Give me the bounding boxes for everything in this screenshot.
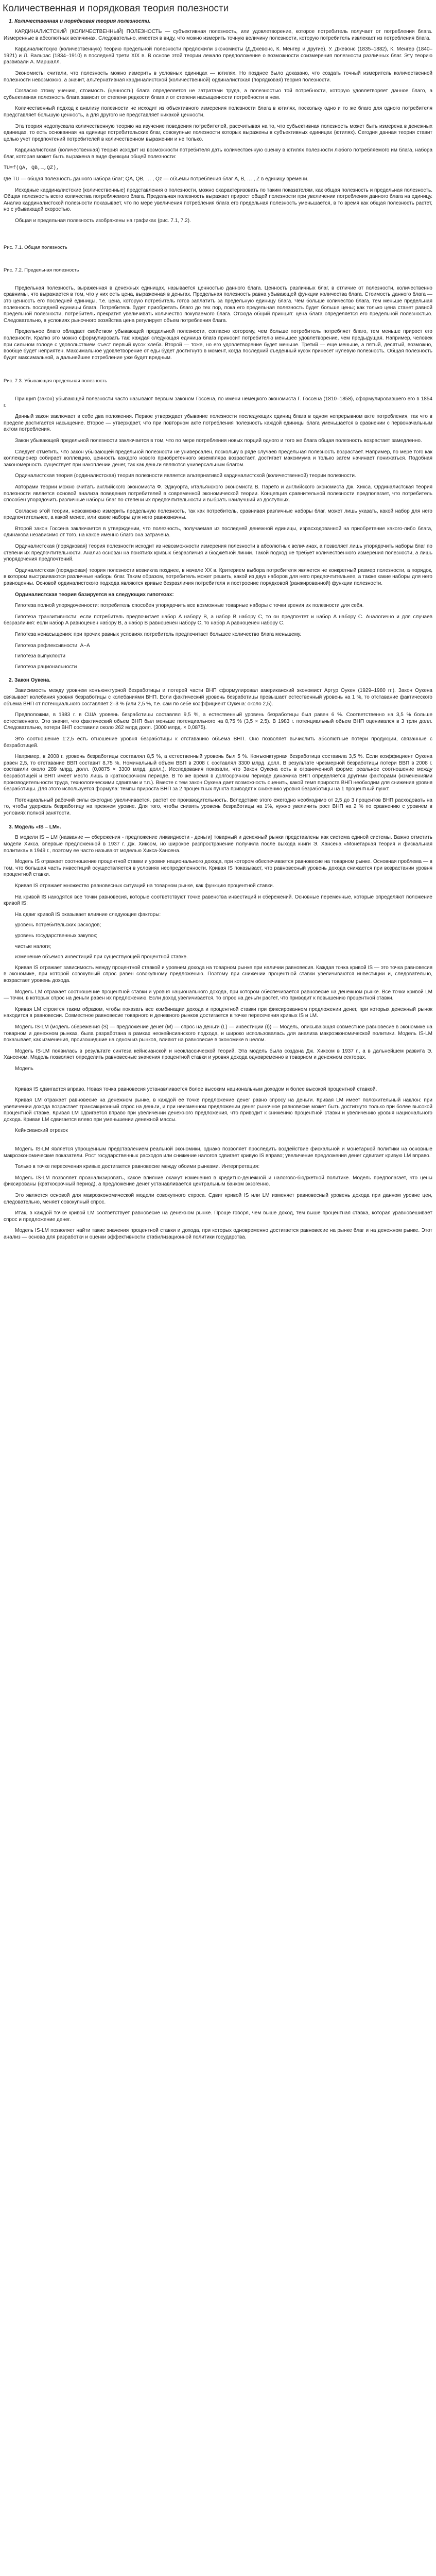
paragraph: Данный закон заключает в себе два положения. Первое утверждает убывание полезности последующих единиц блага в одном непрерывном акте потребления, так что в пределе достигается насыщение. Второе — утверждает, что при повторном акте потребления полезность каждой единицы блага уменьшается в сравнении с первоначальным актом потребления. (4, 414, 432, 433)
paragraph: Закон убывающей предельной полезности заключается в том, что по мере потребления новых порций одного и того же блага общая полезность возрастает замедленно. (15, 437, 422, 444)
section-1 (0, 15, 436, 670)
paragraph: Кардиналистская (количественная) теория исходит из возможности потребителя дать количественную оценку в ютилях полезности любого потребляемого им блага, набора благ, которая может быть выражена в виде функции общей полезности: (4, 147, 432, 160)
paragraph: Кривая IS отражает множество равновесных ситуаций на товарном рынке, как функцию процентной ставки. (15, 883, 274, 889)
paragraph: Ординалистская (порядковая) теория полезности возникла позднее, в начале XX в. Критерием выбора потребителя является не конкретный размер полезности, а порядок, в котором выстраиваются различные наборы благ. Таким образом, потребитель может решить, какой из двух наборов для него предпочтительнее, а также какие наборы для него равноценны. Основой ординалистского подхода являются кривые безразличия потребителя и построение порядковой (ранжированной) функции полезности. (4, 567, 432, 587)
list-item: чистые налоги; (15, 943, 51, 950)
paragraph: Это соотношение 1:2,5 есть отношение уровня безработицы к отставанию объема ВНП. Оно позволяет вычислить абсолютные потери продукции, связанные с безработицей. (4, 736, 432, 749)
paragraph: Ординалистская теория (ординалистская) теория полезности является альтернативой кардиналистской (количественной) теории полезности. (15, 473, 356, 479)
hypothesis: Гипотеза рациональности (15, 664, 77, 670)
paragraph: Авторами теории можно считать английского экономиста Ф. Эджуорта, итальянского экономиста В. Парето и английского экономиста Дж. Хикса. Ординалистская теория полезности является основой анализа поведения потребителей в современной экономической теории. Концепция сравнительной полезности предполагает, что потребитель способен упорядочить различные наборы благ по степени их предпочтительности и выбрать наилучший из доступных. (4, 484, 432, 503)
paragraph: Модель IS-LM (модель сбережения (S) — предложение денег (M) — спрос на деньги (L) — инвестиции (I)) — Модель, описывающая совместное равновесие в экономике на товарном и денежном рынках, была разработана в рамках неокейнсианского подхода, и широко использовалась для анализа макроэкономической политики. Модель IS-LM показывает, как изменения, произошедшие на одном из рынков, влияют на равновесие в экономике в целом. (4, 1024, 432, 1043)
figure-placeholder (4, 229, 432, 243)
paragraph: Согласно этому учению, стоимость (ценность) блага определяется не затратами труда, а полезностью той потребности, которую удовлетворяет данное благо, а субъективная полезность блага зависит от степени редкости блага и от степени насыщенности потребности в нем. (4, 88, 432, 100)
paragraph: Зависимость между уровнем конъюнктурной безработицы и потерей части ВНП сформулировал американский экономист Артур Оукен (1929–1980 гг.). Закон Оукена связывает колебания уровня безработицы с колебаниями ВНП. Если фактический уровень безработицы превышает естественный уровень на 1 %, то отставание фактического объема ВНП от потенциального составляет 2–3 % (или 2,5 %, т.е. сам по себе коэффициент Оукена: около 2,5). (4, 688, 432, 707)
paragraph: где TU — общая полезность данного набора благ; QA, QB, … , Qz — объемы потребления благ A, B, … , Z в единицу времени. (4, 176, 309, 182)
list-item: уровень потребительских расходов; (15, 922, 101, 928)
paragraph: Ординалистская (порядковая) теория полезности исходит из невозможности измерения полезности в абсолютных величинах, а позволяет лишь упорядочить наборы благ по степени их предпочтительности. Анализ основан на понятиях кривых безразличия и бюджетной линии. Такой подход не требует количественного измерения полезности, а лишь упорядочения предпочтений. (4, 544, 432, 563)
paragraph: Модель LM отражает соотношение процентной ставки и уровня национального дохода, при котором обеспечивается равновесие на денежном рынке. Все точки кривой LM — точки, в которых спрос на деньги равен их предложению. Если доход увеличивается, то спрос на деньги растет, что приводит к повышению процентной ставки. (4, 989, 432, 1002)
list-item: уровень государственных закупок; (15, 933, 98, 939)
paragraph: Модель IS-LM появилась в результате синтеза кейнсианской и неоклассической теорий. Эта модель была создана Дж. Хиксом в 1937 г., а в дальнейшем развита Э. Хансеном. Модель позволяет определить равновесные значения процентной ставки и уровня дохода одновременно в товарном и денежном секторах. (4, 1048, 432, 1061)
paragraph: Согласно этой теории, невозможно измерить предельную полезность, так как потребитель, сравнивая различные наборы благ, может лишь указать, какой набор для него предпочтительнее, а какой менее, или какие наборы для него равнозначны. (4, 508, 432, 521)
utility-formula: TU=f(QA, QB,…,QZ), (4, 165, 60, 171)
paragraph: Эта теория недопускала количественную теорию на изучение поведения потребителей, рассчитывая на то, что субъективная полезность может быть измерена в денежных единицах, то есть основанная на единице потребительских благ, совокупные полезности которых выражены в субъективных единицах (ютилях). Сегодня данная теория ставит целью учет предпочтений потребителей в количественном выражении и не только. (4, 123, 432, 142)
hypothesis: Гипотеза транзитивности: если потребитель предпочитает набор A набору B, а набор B набору C, то он предпочтет и набор A набору C. Аналогично и для случаев безразличия: если набор A равноценен набору B, а набор B равноценен набору C, то набор A равноценен набору C. (4, 614, 432, 626)
paragraph: Потенциальный рабочий силы ежегодно увеличивается, растет ее производительность. Вследствие этого ежегодно необходимо от 2,5 до 3 процентов ВНП расходовать на то, чтобы удержать безработицу на прежнем уровне. Для того, чтобы снизить уровень безработицы на 1%, нужно увеличить рост ВНП на 2 % по сравнению с уровнем в условиях полной занятости. (4, 797, 432, 816)
paragraph: Итак, в каждой точке кривой LM соответствует равновесие на денежном рынке. Проще говоря, чем выше доход, тем выше процентная ставка, которая уравновешивает спрос и предложение денег. (4, 1210, 432, 1223)
paragraph: Исходные кардиналистские (количественные) представления о полезности, можно охарактеризовать по таким показателям, как общая полезность и предельная полезность. Общая полезность всего количества потребляемого блага. Предельная полезность выражает прирост общей полезности при увеличении потребления данного блага на единицу. Анализ кардиналистской полезности показывает, что по мере увеличения потребления блага его предельная полезность уменьшается, в то время как общая полезность растет, но с убывающей скоростью. (4, 187, 432, 213)
paragraph: Например, в 2008 г. уровень безработицы составлял 8,5 %, а естественный уровень был 5 %. Конъюнктурная безработица составила 3,5 %. Если коэффициент Оукена равен 2,5, то отставание ВВП составит 8,75 %. Номинальный объем ВВП в 2008 г. составлял 3300 млрд. долл. В результате чрезмерной безработицы потери ВВП в 2008 г. составили около 289 млрд. долл. (0,0875 × 3300 млрд. долл.). Исследования показали, что Закон Оукена есть в ограниченной форме: реальное соотношение между безработицей и ВНП имеет место лишь в краткосрочном периоде. В то же время в долгосрочном периоде динамика ВНП определяется другими факторами (изменениями производительности труда, технологическими сдвигами и т.п.). Вместе с тем закон Оукена дает возможность оценить, какой темп прироста ВНП необходим для снижения уровня безработицы. Для этого используется формула: темпы прироста ВНП за 2 процентных пункта приводят к снижению уровня безработицы на 1 процентный пункт. (4, 754, 432, 792)
paragraph: Модель IS-LM позволяет проанализировать, какое влияние окажут изменения в кредитно-денежной и налогово-бюджетной политике. Модель предполагает, что цены фиксированы (краткосрочный период), а предложение денег устанавливается центральным банком экзогенно. (4, 1175, 432, 1188)
paragraph: Модель IS отражает соотношение процентной ставки и уровня национального дохода, при котором обеспечивается равновесие на товарном рынке. Основная проблема — в том, что большая часть инвестиций осуществляется в условиях неопределенности. Кривая IS показывает, что равновесный уровень дохода снижается при возрастании уровня процентной ставки. (4, 859, 432, 878)
figure-placeholder (4, 1077, 432, 1087)
section-1-heading: 1. Количественная и порядковая теория полезности. (9, 19, 151, 24)
paragraph: Кривая IS отражает зависимость между процентной ставкой и уровнем дохода на товарном рынке при наличии равновесия. Каждая точка кривой IS — это точка равновесия в экономике, при которой совокупный спрос равен совокупному предложению. Поэтому при снижении процентной ставки увеличиваются инвестиции и, следовательно, возрастает уровень дохода. (4, 964, 432, 984)
paragraph: Предельное благо обладает свойством убывающей предельной полезности, согласно которому, чем больше потребитель потребляет благо, тем меньше прирост его полезности. Кратко это можно сформулировать так: каждая следующая единица блага приносит потребителю меньшее удовлетворение, чем предыдущая. Например, человек при сильном голоде с удовольствием съест первый кусок хлеба. Второй — тоже, но его удовлетворение будет меньше. Третий — еще меньше, а пятый, десятый, возможно, вообще будет неприятен. Максимальное удовлетворение от еды будет достигнуто в момент, когда последний съеденный кусок принесет нулевую полезность. Общая полезность будет максимальной, а дальнейшее потребление уже будет вредным. (4, 329, 432, 361)
section-3-heading: 3. Модель «IS – LM». (9, 824, 61, 831)
paragraph: КАРДИНАЛИСТСКИЙ (КОЛИЧЕСТВЕННЫЙ) ПОЛЕЗНОСТЬ — субъективная полезность, или удовлетворение, которое потребитель получает от потребления блага. Измеренные в абсолютных величинах. Следовательно, имеется в виду, что можно измерить точную величину полезности, которую потребитель извлекает из потребления блага. (4, 29, 432, 41)
hypothesis: Гипотеза выпуклости (15, 653, 66, 659)
page-title: Количественная и порядковая теория полезности (3, 3, 229, 14)
paragraph: Предположим, в 1983 г. в США уровень безработицы составлял 9,5 %, а естественный уровень безработицы был равен 6 %. Соответственно на 3,5 % больше естественного. Это значит, что фактический объем ВНП был меньше потенциального на 8,75 % (3,5 × 2,5). В 1983 г. потенциальный объем ВНП оценивался в 3 трлн долл. Следовательно, потери ВНП составили около 262 млрд долл. (3000 млрд. × 0,0875). (4, 712, 432, 731)
list-item: На сдвиг кривой IS оказывает влияние следующие факторы: (15, 911, 161, 918)
paragraph: В модели IS – LM (название — сбережения - предложение ликвидности - деньги) товарный и денежный рынки представлены как система единой системы. Важно отметить модели Хикса, впервые предложенной в 1937 г. Дж. Хиксом, но широкое распространение получила после выхода книги Э. Хансена «Монетарная теория и фискальная политика» в 1949 г., поэтому ее часто называют моделью Хикса-Хансена. (4, 835, 432, 854)
paragraph: Кардиналистскую (количественную) теорию предельной полезности предложили экономисты (Д.Джевонс, К. Менгер и другие). У. Джевонс (1835–1882), К. Менгер (1840–1921) и Л. Вальрас (1834–1910) в последней трети XIX в. В основе этой теории лежало предположение о возможности соизмерения полезности различных благ. Эту теорию развивали А. Маршалл. (4, 46, 432, 65)
paragraph: Это является основой для макроэкономической модели совокупного спроса. Сдвиг кривой IS или LM изменяет равновесный уровень дохода при данном уровне цен, следовательно, меняет совокупный спрос. (4, 1193, 432, 1205)
paragraph: Модель IS-LM позволяет найти такие значения процентной ставки и дохода, при которых одновременно достигается равновесие на рынке благ и на денежном рынке. Этот анализ — основа для разработки и оценки эффективности стабилизационной политики государства. (4, 1228, 432, 1240)
section-2-heading: 2. Закон Оукена. (9, 677, 51, 684)
paragraph: Экономисты считали, что полезность можно измерить в условных единицах — ютилях. Но позднее было доказано, что создать точный измеритель количественной полезности невозможно, а значит, альтернативная кардиналистской (количественной) ординалистская (порядковая) теория полезности. (4, 70, 432, 83)
paragraph: Принцип (закон) убывающей полезности часто называют первым законом Госсена, по имени немецкого экономиста Г. Госсена (1810–1858), сформулировавшего его в 1854 г. (4, 396, 432, 409)
paragraph: Модель (15, 1065, 33, 1072)
paragraph: Кривая LM строится таким образом, чтобы показать все комбинации дохода и процентной ставки при фиксированном предложении денег, при которых денежный рынок находится в равновесии. Совместное равновесие товарного и денежного рынков достигается в точке пересечения кривых IS и LM. (4, 1006, 432, 1019)
paragraph: Следует отметить, что закон убывающей предельной полезности не универсален, поскольку в ряде случаев предельная полезность возрастает. Например, по мере того как коллекционер собирает коллекцию, ценность каждого нового приобретенного экземпляра возрастает, достигает максимума и только затем начинает понижаться. Подобная закономерность существует при накоплении денег, так как деньги являются универсальным благом. (4, 449, 432, 468)
figure-caption-7-2: Рис. 7.2. Предельная полезность (4, 267, 79, 274)
hypothesis: Гипотеза полной упорядоченности: потребитель способен упорядочить все возможные товарные наборы с точки зрения их полезности для себя. (15, 603, 364, 609)
paragraph: Второй закон Госсена заключается в утверждении, что полезность, получаемая из последней денежной единицы, израсходованной на приобретение какого-либо блага, одинакова независимо от того, на какое именно благо она затрачена. (4, 526, 432, 538)
figure-caption-7-3: Рис. 7.3. Убывающая предельная полезность (4, 378, 108, 384)
paragraph: Кейнсианский отрезок (15, 1128, 68, 1134)
paragraph: На кривой IS находятся все точки равновесия, которые соответствуют точке равенства инвестиций и сбережений. Основные переменные, которые определяют положение кривой IS: (4, 894, 432, 907)
figure-caption-7-1: Рис. 7.1. Общая полезность (4, 244, 67, 250)
paragraph: Общая и предельная полезность изображены на графиках (рис. 7.1, 7.2). (15, 218, 191, 224)
figure-placeholder (4, 1139, 432, 1146)
section-3 (0, 821, 436, 1241)
paragraph: Модель IS-LM является упрощенным представлением реальной экономики, однако позволяет проследить воздействие фискальной и монетарной политики на основные макроэкономические показатели. Рост государственных расходов или снижение налогов сдвигает кривую IS вправо; увеличение предложения денег сдвигает кривую LM вправо. (4, 1146, 432, 1159)
ordinalist-hypotheses-heading: Ординалистская теория базируется на следующих гипотезах: (15, 591, 174, 598)
hypothesis: Гипотеза ненасыщения: при прочих равных условиях потребитель предпочитает большее количество блага меньшему. (15, 632, 302, 637)
paragraph: Только в точке пересечения кривых достигается равновесие между обоими рынками. Интерпретация: (15, 1164, 260, 1170)
figure-placeholder (4, 366, 432, 376)
section-2 (0, 674, 436, 817)
paragraph: Предельная полезность, выраженная в денежных единицах, называется ценностью данного блага. Ценность различных благ, в отличие от полезности, количественно сравнимы, что выражается в том, что у них есть цена, выраженная в деньгах. Предельная полезность равна убывающей функции количества блага. Стоимость данного блага — это ценность его последней единицы, т.е. цена, которую потребитель готов заплатить за предельную единицу блага. Чем больше количество блага, тем меньше предельная полезность последней единицы блага. Потребитель будет приобретать благо до тех пор, пока его предельная полезность будет больше цены; как только цена станет равной предельной полезности, потребитель прекратит увеличивать количество покупаемого блага. Отсюда общий принцип: цена блага определяется его предельной полезностью. Следовательно, в условиях рыночного хозяйства цена регулирует объем потребления блага. (4, 285, 432, 324)
paragraph: Кривая IS сдвигается вправо. Новая точка равновесия устанавливается более высоким национальным доходом и более высокой процентной ставкой. (15, 1086, 377, 1092)
hypothesis: Гипотеза рефлексивности: A~A (15, 642, 90, 649)
figure-placeholder (4, 262, 432, 265)
paragraph: Кривая LM отражает равновесие на денежном рынке, в каждой её точке предложение денег равно спросу на деньги. Кривая LM имеет положительный наклон: при увеличении дохода возрастает трансакционный спрос на деньги, и при неизменном предложении денег рыночное равновесие может быть достигнуто только при более высокой процентной ставке. Кривая LM сдвигается вправо при увеличении денежного предложения, что приводит к снижению процентной ставки и увеличению уровня национального дохода. Кривая LM сдвигается влево при уменьшении денежной массы. (4, 1097, 432, 1123)
list-item: изменение объемов инвестиций при существующей процентной ставке. (15, 954, 188, 960)
paragraph: Количественный подход к анализу полезности не исходит из объективного измерения полезности блага в ютилях, поскольку одно и то же благо для одного потребителя представляет большую ценность, а для другого не представляет никакой ценности. (4, 106, 432, 118)
